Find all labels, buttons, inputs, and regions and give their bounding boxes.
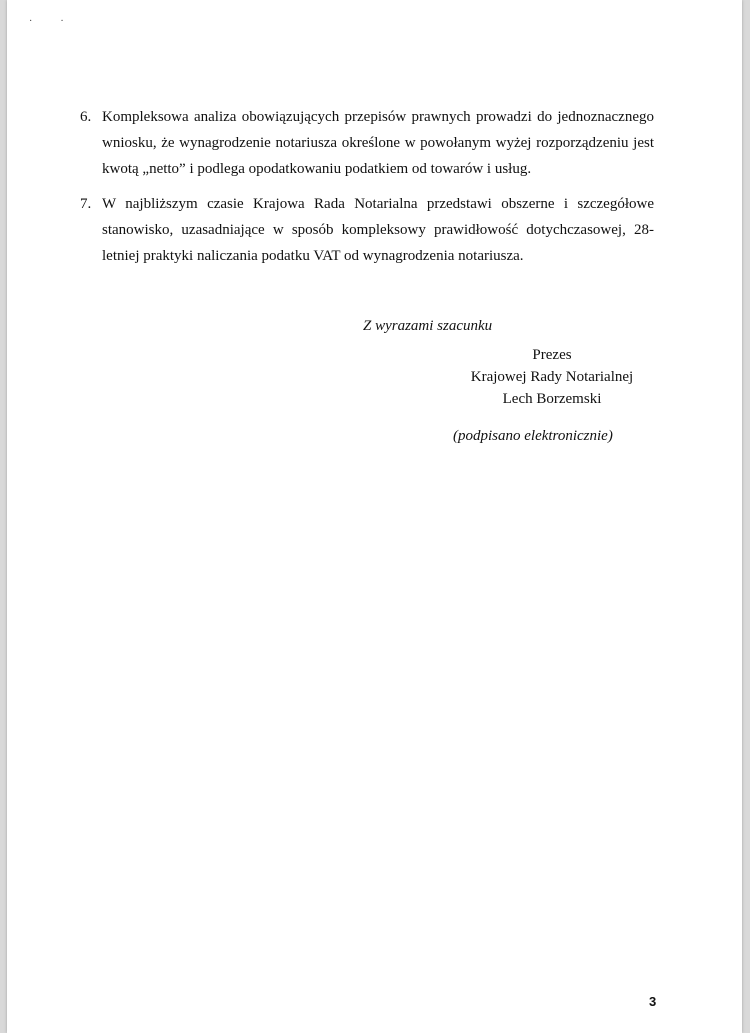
page-number: 3 [649, 994, 657, 1009]
signatory-title: Prezes [532, 347, 572, 363]
signature-block [422, 344, 682, 410]
numbered-list [7, 104, 742, 278]
signatory-organization: Krajowej Rady Notarialnej [470, 369, 634, 385]
scan-specks: ·· [29, 16, 92, 27]
document-page [7, 0, 742, 1033]
item-text: Kompleksowa analiza obowiązujących przepisów prawnych prowadzi do jednoznacznego wniosku, że wynagrodzenie notariusza określone w powołanym wyżej rozporządzeniu jest kwotą „netto” i podlega opodatkowaniu podatkiem od towarów i usług. [102, 109, 654, 177]
closing-salutation: Z wyrazami szacunku [363, 318, 493, 334]
list-item [7, 104, 742, 182]
list-item [7, 191, 742, 269]
item-number: 7. [80, 196, 92, 212]
item-text: W najbliższym czasie Krajowa Rada Notarialna przedstawi obszerne i szczegółowe stanowisko, uzasadniające w sposób kompleksowy prawidłowość dotychczasowej, 28-letniej praktyki naliczania podatku VAT od wynagrodzenia notariusza. [102, 196, 654, 264]
electronic-signature-note: (podpisano elektronicznie) [453, 428, 613, 444]
signatory-name: Lech Borzemski [502, 391, 602, 407]
item-number: 6. [80, 109, 92, 125]
